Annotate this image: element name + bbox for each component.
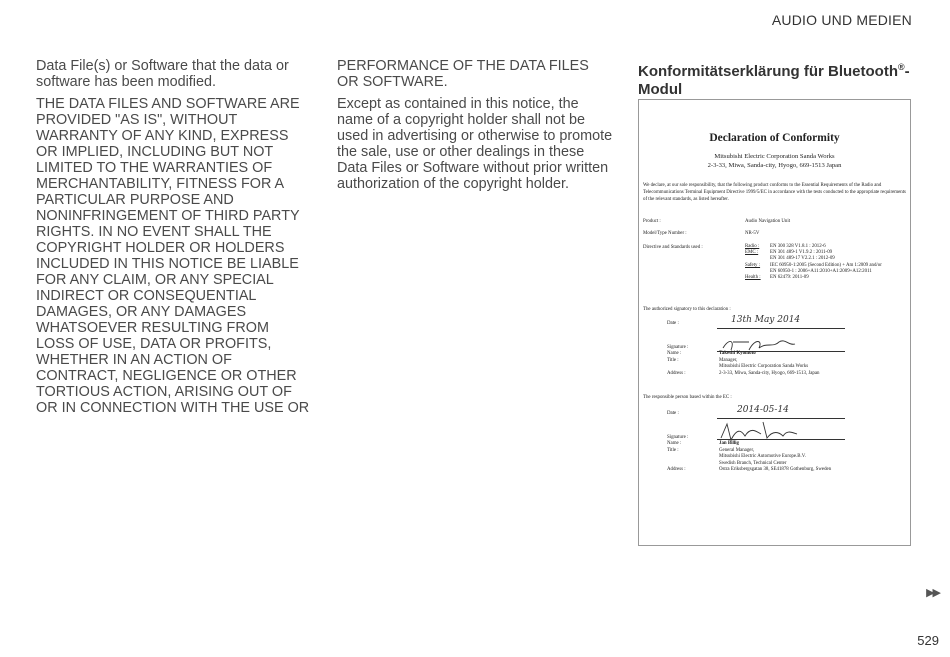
standard-text: IEC 60950-1:2005 (Second Edition) + Am 1:2009 and/or <box>770 262 882 268</box>
model-value: NR-5V <box>745 231 760 236</box>
text-column-3 <box>638 58 916 103</box>
standard-text: EN 60950-1 : 2006+A11:2010+A1:2009+A12:2011 <box>770 268 872 274</box>
paragraph: PERFORMANCE OF THE DATA FILES OR SOFTWARE. <box>337 58 589 90</box>
signature-2-image <box>717 420 807 444</box>
declaration-title: Declaration of Conformity <box>709 132 840 144</box>
title-label: Title : <box>667 357 679 363</box>
double-chevron-right-icon[interactable]: ▶▶ <box>926 587 939 599</box>
signatory-address: Ostra Eriksbergsgatan 38, SE41878 Gothenburg, Sweden <box>719 467 832 473</box>
signatory-name: Takeshi Kyomoto <box>719 351 756 357</box>
model-label: Model/Type Number : <box>643 231 687 236</box>
heading-text: Konformitätserklärung für Bluetooth <box>638 63 899 80</box>
address-label: Address : <box>667 467 686 473</box>
section-header-title: AUDIO UND MEDIEN <box>771 12 912 28</box>
handwritten-date: 2014-05-14 <box>737 405 789 415</box>
standard-text: EN 62479: 2011-09 <box>770 275 809 281</box>
section-heading <box>638 58 916 99</box>
signatory-1-details <box>719 351 819 377</box>
declaration-intro: We declare, at our sole responsibility, that the following product conforms to the Essential Requirements of the Radio and Telecommunications Terminal Equipment Directive 1999/5/EC in accordance with the tests conducted to the appropriate requirements of the relevant standards, as listed hereafter. <box>643 183 906 202</box>
standard-category: Safety : <box>745 262 761 268</box>
standard-text: EN 301 489-1 V1.9.2 : 2011-09 <box>770 250 833 256</box>
name-label: Name : <box>667 441 682 447</box>
text-column-1 <box>36 58 310 422</box>
signature-label: Signature : <box>667 435 689 440</box>
declaration-company <box>639 152 910 170</box>
page-number: 529 <box>917 633 939 648</box>
company-address: 2-3-33, Miwa, Sanda-city, Hyogo, 669-1513 Japan <box>707 162 842 169</box>
standard-category: Health : <box>745 275 761 281</box>
standard-category: EMC : <box>745 250 759 256</box>
text-column-2 <box>337 58 613 198</box>
signatory-address: 2-3-33, Miwa, Sanda-city, Hyogo, 669-1513, Japan <box>719 370 820 376</box>
address-label: Address : <box>667 370 686 376</box>
product-value: Audio Navigation Unit <box>745 219 791 224</box>
signatory-1-labels <box>667 345 688 377</box>
signatory-title: General Manager, <box>719 447 755 453</box>
paragraph: THE DATA FILES AND SOFTWARE ARE PROVIDED "AS IS", WITHOUT WARRANTY OF ANY KIND, EXPRESS OR IMPLIED, INCLUDING BUT NOT LIMITED TO THE WARRANTIES OF MERCHANTABILITY, FITNESS FOR A PARTICULAR PURPOSE AND NONINFRINGEMENT OF THIRD PARTY RIGHTS. IN NO EVENT SHALL THE COPYRIGHT HOLDER OR HOLDERS INCLUDED IN THIS NOTICE BE LIABLE FOR ANY CLAIM, OR ANY SPECIAL INDIRECT OR CONSEQUENTIAL DAMAGES, OR ANY DAMAGES WHATSOEVER RESULTING FROM LOSS OF USE, DATA OR PROFITS, WHETHER IN AN ACTION OF CONTRACT, NEGLIGENCE OR OTHER TORTIOUS ACTION, ARISING OUT OF OR IN CONNECTION WITH THE USE OR <box>36 96 310 416</box>
date-label: Date : <box>667 411 679 416</box>
name-label: Name : <box>667 351 682 357</box>
standards-list <box>745 244 882 281</box>
standard-row <box>745 275 882 281</box>
declaration-of-conformity-image <box>638 99 911 546</box>
heading-suffix: -Modul <box>638 63 910 98</box>
date-line <box>717 328 845 329</box>
signatory-organization: Mitsubishi Electric Corporation Sanda Works <box>719 364 809 370</box>
signatory-2-details <box>719 441 831 473</box>
signatory-name: Jan Billig <box>719 441 739 447</box>
company-name: Mitsubishi Electric Corporation Sanda Works <box>714 153 835 160</box>
product-label: Product : <box>643 219 661 224</box>
standard-text: EN 300 328 V1.8.1 : 2012-6 <box>770 244 826 249</box>
directive-label: Directive and Standards used : <box>643 245 703 250</box>
title-label: Title : <box>667 447 679 453</box>
handwritten-date: 13th May 2014 <box>731 315 801 325</box>
standard-text: EN 301 489-17 V2.2.1 : 2012-09 <box>770 256 835 262</box>
paragraph: Data File(s) or Software that the data or software has been modified. <box>36 58 289 90</box>
signatory-organization: Mitsubishi Electric Automotive Europe.B.V. <box>719 454 806 460</box>
standard-category: Radio : <box>745 244 760 249</box>
responsible-person-label: The responsible person based within the EC : <box>643 395 732 400</box>
date-line <box>717 418 845 419</box>
authorized-signatory-label: The authorized signatory to this declaration : <box>643 307 731 312</box>
signatory-branch: Swedish Branch, Technical Center <box>719 460 787 466</box>
signatory-title: Manager, <box>719 357 738 363</box>
registered-mark: ® <box>898 62 905 72</box>
signatory-2-labels <box>667 435 688 473</box>
signature-label: Signature : <box>667 345 689 350</box>
date-label: Date : <box>667 321 679 326</box>
signature-line <box>717 439 845 440</box>
paragraph: Except as contained in this notice, the name of a copyright holder shall not be used in advertising or otherwise to promote the sale, use or other dealings in these Data Files or Software without prior written authorization of the copyright holder. <box>337 96 613 192</box>
